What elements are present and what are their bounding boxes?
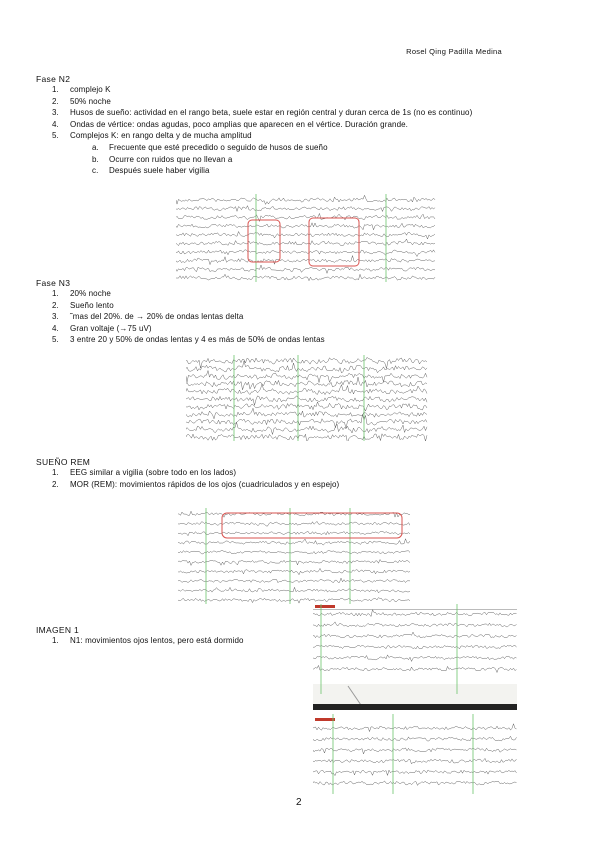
- eeg-trace: [313, 655, 517, 662]
- eeg-image-n2: [176, 194, 436, 282]
- heading-fase-n2: Fase N2: [36, 74, 71, 84]
- eeg-trace: [178, 578, 410, 583]
- eeg-traces-n2: [176, 194, 436, 282]
- eeg-trace: [313, 622, 517, 627]
- list-item: 4. Gran voltaje (→75 uV): [52, 323, 152, 333]
- heading-imagen-1: IMAGEN 1: [36, 625, 80, 635]
- list-item: 1. EEG similar a vigilia (sobre todo en los lados): [52, 468, 237, 477]
- eeg-trace: [176, 265, 435, 273]
- list-item: 1. 20% noche: [52, 289, 111, 298]
- eeg-trace: [186, 384, 427, 395]
- eeg-image-rem: [178, 508, 410, 604]
- eeg-trace: [313, 645, 517, 649]
- list-item: 2. Sueño lento: [52, 300, 114, 310]
- eeg-trace: [313, 781, 517, 786]
- heading-sueno-rem: SUEÑO REM: [36, 457, 91, 467]
- highlight-rem-eye-movements: [222, 513, 402, 538]
- eeg-traces-n3: [186, 355, 428, 441]
- list-item: 4. Ondas de vértice: ondas agudas, poco amplias que aparecen en el vértice. Duración grande.: [52, 119, 408, 129]
- toolbar-red-tab-2: [315, 718, 335, 721]
- list-item: 2. 50% noche: [52, 96, 111, 106]
- eeg-trace: [178, 531, 410, 535]
- list-item: 1. complejo K: [52, 85, 111, 94]
- author-name: Rosel Qing Padilla Medina: [406, 47, 502, 56]
- sub-list-item: c. Después suele haber vigilia: [92, 166, 210, 176]
- list-fase-n3: [52, 288, 325, 346]
- eeg-trace: [176, 250, 435, 257]
- list-item: 5. Complejos K: en rango delta y de mucha amplitud: [52, 131, 252, 141]
- toolbar-red-tab: [315, 605, 335, 608]
- eeg-trace: [186, 396, 427, 406]
- eeg-trace: [186, 414, 427, 428]
- eeg-trace: [313, 758, 517, 764]
- sub-list-item: b. Ocurre con ruidos que no llevan a: [92, 154, 233, 164]
- page-number: 2: [296, 797, 302, 808]
- eeg-trace: [186, 402, 427, 411]
- eeg-trace: [313, 724, 517, 732]
- list-sueno-rem: [52, 467, 339, 490]
- eeg-trace: [313, 736, 517, 741]
- eeg-trace: [186, 408, 427, 419]
- eeg-trace: [178, 539, 410, 545]
- eeg-traces-n1: [313, 604, 517, 794]
- eeg-trace: [313, 610, 517, 617]
- eeg-trace: [178, 551, 410, 555]
- eeg-trace: [176, 239, 435, 246]
- eeg-trace: [186, 357, 427, 368]
- eeg-trace: [313, 665, 517, 672]
- eeg-trace: [186, 422, 427, 434]
- list-item: 1. N1: movimientos ojos lentos, pero está dormido: [52, 636, 244, 645]
- eeg-trace: [176, 232, 435, 240]
- eeg-trace: [176, 206, 435, 212]
- eeg-trace: [313, 770, 517, 776]
- toolbar-dark-bar: [313, 704, 517, 710]
- eeg-trace: [176, 274, 435, 280]
- eeg-traces-rem: [178, 508, 410, 604]
- eeg-trace: [178, 568, 410, 574]
- list-item: 2. MOR (REM): movimientos rápidos de los ojos (cuadriculados y en espejo): [52, 479, 340, 489]
- eeg-trace: [313, 632, 517, 638]
- eeg-trace: [178, 521, 410, 526]
- list-item: 3. ˜mas del 20%. de → 20% de ondas lentas delta: [52, 312, 244, 322]
- heading-fase-n3: Fase N3: [36, 278, 71, 288]
- list-item: 3. Husos de sueño: actividad en el rango beta, suele estar en región central y duran cerca de 1s (no es continuo): [52, 108, 473, 118]
- list-imagen-1: [52, 635, 244, 647]
- eeg-trace: [186, 371, 427, 383]
- eeg-trace: [176, 256, 435, 265]
- eeg-trace: [178, 560, 410, 566]
- eeg-trace: [176, 195, 435, 204]
- eeg-trace: [176, 213, 435, 221]
- eeg-trace: [186, 434, 427, 441]
- list-item: 5. 3 entre 20 y 50% de ondas lentas y 4 es más de 50% de ondas lentas: [52, 335, 325, 345]
- list-fase-n2: [52, 84, 472, 177]
- sub-list-item: a. Frecuente que esté precedido o seguido de husos de sueño: [92, 142, 328, 152]
- eeg-image-n3: [186, 355, 428, 441]
- eeg-trace: [178, 511, 410, 517]
- eeg-trace: [176, 223, 435, 230]
- eeg-trace: [313, 748, 517, 754]
- eeg-screenshot-n1: [313, 604, 517, 794]
- eeg-trace: [178, 598, 410, 604]
- eeg-trace: [178, 587, 410, 593]
